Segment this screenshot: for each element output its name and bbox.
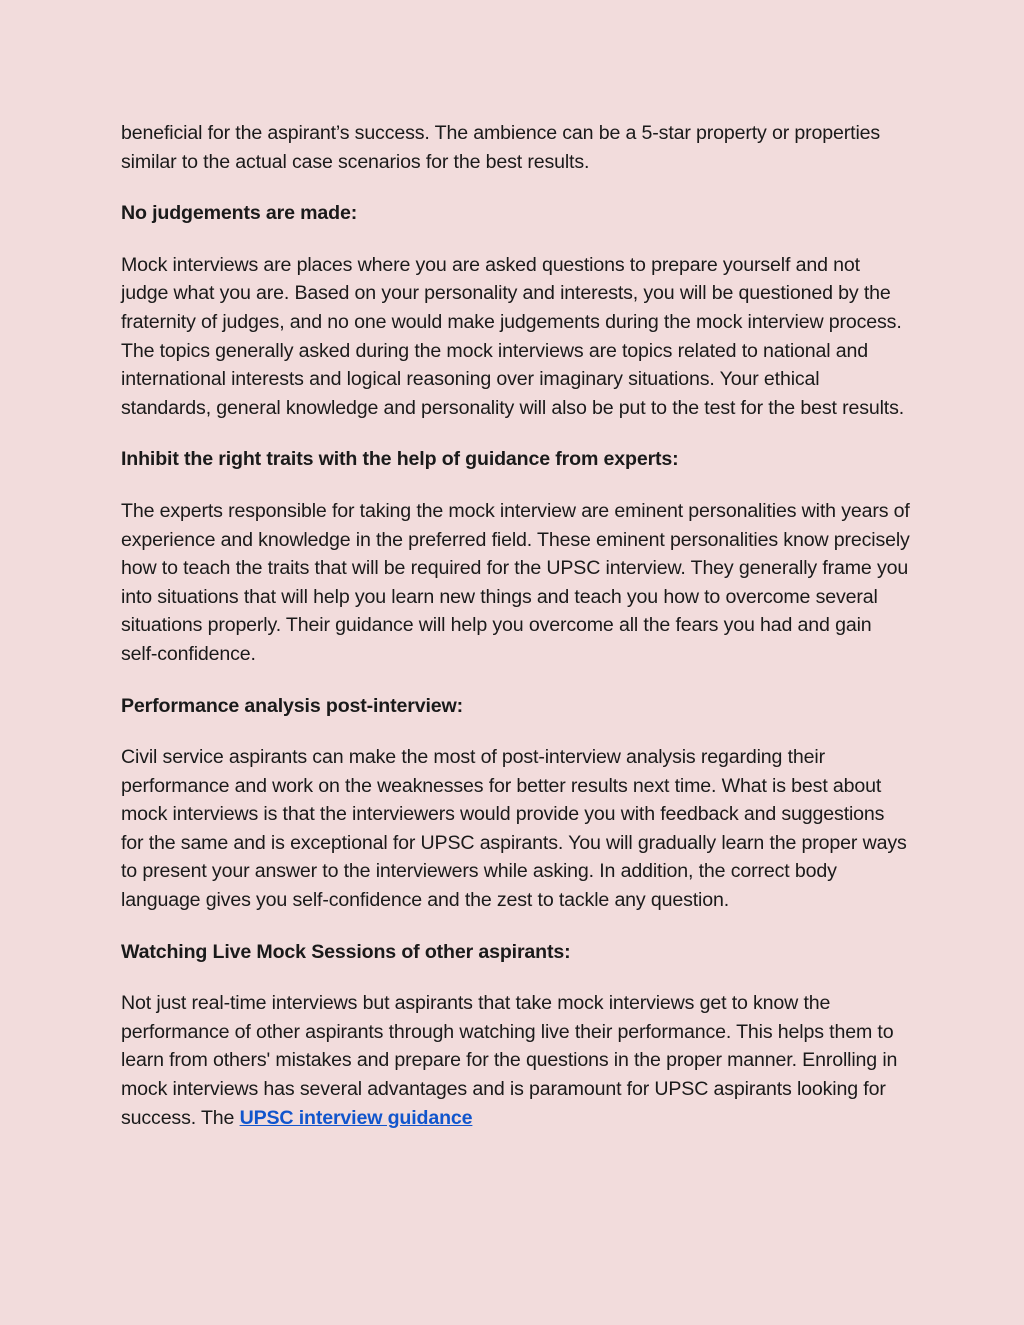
live-sessions-text: Not just real-time interviews but aspirants that take mock interviews get to know the performance of other aspirants through watching live their performance. This helps them to learn from others' mistakes and prepare for the questions in the proper manner. Enrolling in mock interviews has several advantages and is paramount for UPSC aspirants looking for success. The bbox=[121, 992, 898, 1129]
upsc-interview-guidance-link[interactable]: UPSC interview guidance bbox=[239, 1106, 473, 1129]
heading-analysis: Performance analysis post-interview: bbox=[121, 694, 463, 717]
intro-paragraph: beneficial for the aspirant’s success. The ambience can be a 5-star property or properties similar to the actual case scenarios for the best results. bbox=[121, 122, 881, 173]
heading-live-sessions: Watching Live Mock Sessions of other aspirants: bbox=[121, 940, 571, 963]
analysis-paragraph: Civil service aspirants can make the most of post-interview analysis regarding their performance and work on the weaknesses for better results next time. What is best about mock interviews is that the interviewers would provide you with feedback and suggestions for the same and is exceptional for UPSC aspirants. You will gradually learn the proper ways to present your answer to the interviewers while asking. In addition, the correct body language gives you self-confidence and the zest to tackle any question. bbox=[121, 746, 907, 912]
heading-traits: Inhibit the right traits with the help of guidance from experts: bbox=[121, 448, 679, 471]
no-judgements-paragraph: Mock interviews are places where you are asked questions to prepare yourself and not judge what you are. Based on your personality and interests, you will be questioned by the fraternity of judges, and no one would make judgements during the mock interview process. The topics generally asked during the mock interviews are topics related to national and international interests and logical reasoning over imaginary situations. Your ethical standards, general knowledge and personality will also be put to the test for the best results. bbox=[121, 253, 905, 419]
heading-no-judgements: No judgements are made: bbox=[121, 202, 358, 225]
traits-paragraph: The experts responsible for taking the mock interview are eminent personalities with years of experience and knowledge in the preferred field. These eminent personalities know precisely how to teach the traits that will be required for the UPSC interview. They generally frame you into situations that will help you learn new things and teach you how to overcome several situations properly. Their guidance will help you overcome all the fears you had and gain self-confidence. bbox=[121, 499, 910, 665]
live-sessions-paragraph bbox=[121, 989, 911, 1132]
document-page bbox=[121, 119, 911, 1155]
